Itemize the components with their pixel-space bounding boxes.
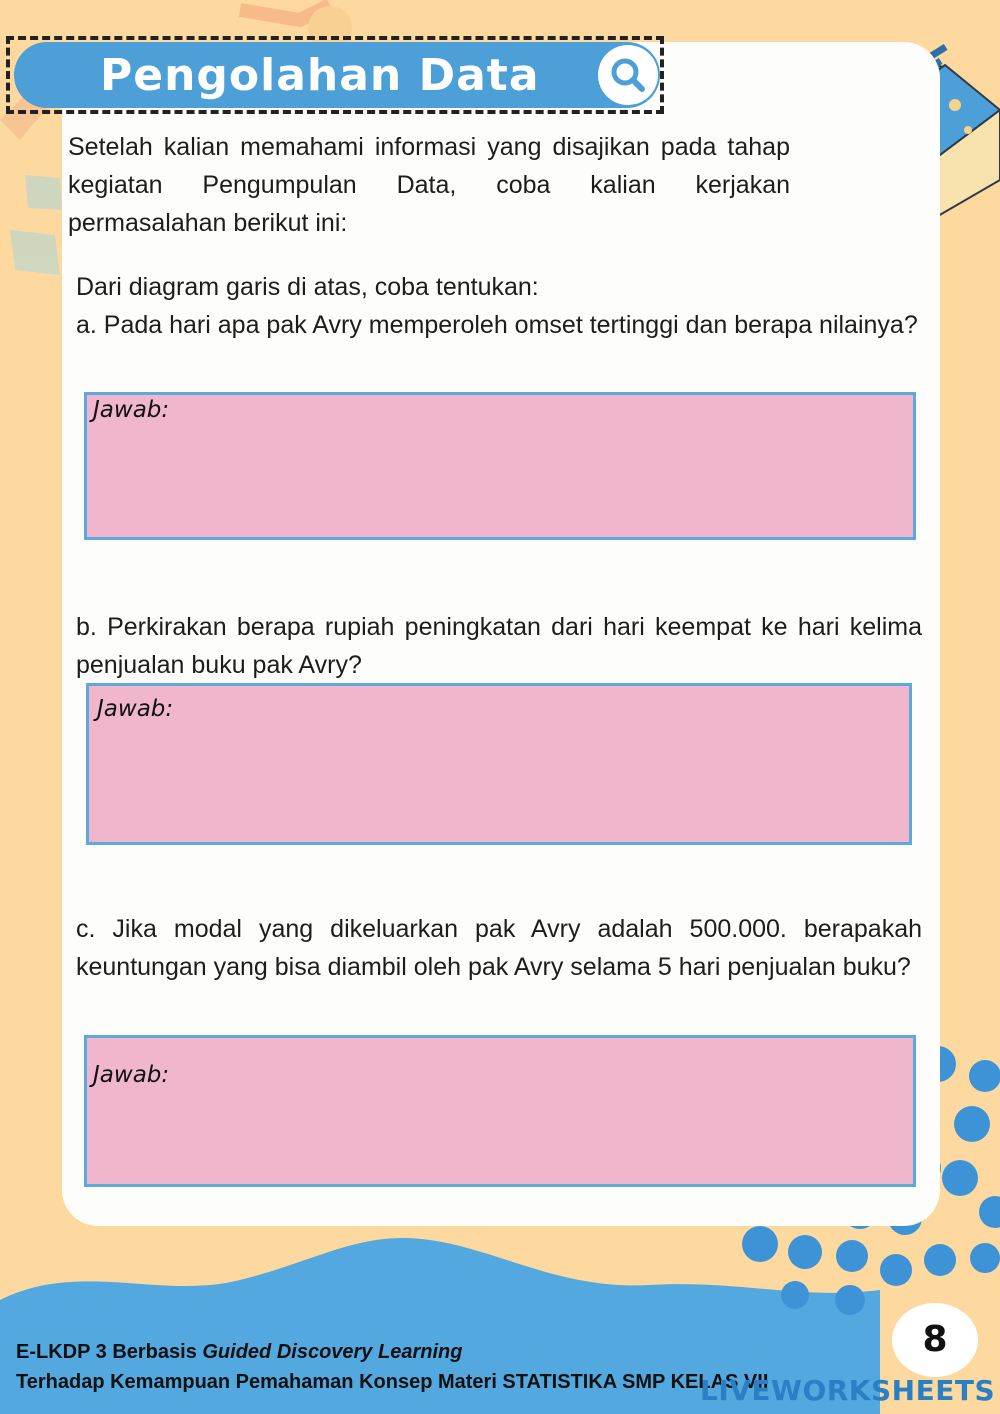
answer-label-c: Jawab:	[93, 1062, 170, 1088]
question-lead: Dari diagram garis di atas, coba tentukan:	[76, 273, 539, 301]
footer-line-2: Terhadap Kemampuan Pemahaman Konsep Materi STATISTIKA SMP KELAS VII	[16, 1371, 769, 1393]
footer-line-1-prefix: E-LKDP 3 Berbasis	[16, 1341, 203, 1363]
page-number: 8	[922, 1319, 948, 1360]
question-c: c. Jika modal yang dikeluarkan pak Avry adalah 500.000. berapakah keuntungan yang bisa diambil oleh pak Avry selama 5 hari penjualan buku?	[76, 915, 922, 981]
search-badge	[598, 45, 658, 105]
intro-paragraph: Setelah kalian memahami informasi yang disajikan pada tahap kegiatan Pengumpulan Data, coba kalian kerjakan permasalahan berikut ini:	[68, 133, 790, 237]
answer-label-a: Jawab:	[93, 397, 170, 423]
footer-line-1-emphasis: Guided Discovery Learning	[202, 1341, 463, 1363]
question-b: b. Perkirakan berapa rupiah peningkatan dari hari keempat ke hari kelima penjualan buku pak Avry?	[76, 613, 922, 679]
page-title: Pengolahan Data	[100, 50, 540, 101]
search-icon	[608, 55, 648, 95]
answer-box-a[interactable]	[84, 392, 916, 540]
page-number-badge	[892, 1303, 978, 1377]
brand-watermark: LIVEWORKSHEETS	[700, 1374, 996, 1407]
answer-box-c[interactable]	[84, 1035, 916, 1187]
footer-line-1	[16, 1341, 462, 1364]
answer-label-b: Jawab:	[97, 696, 174, 722]
answer-box-b[interactable]	[86, 683, 912, 845]
question-a: a. Pada hari apa pak Avry memperoleh omset tertinggi dan berapa nilainya?	[76, 311, 918, 339]
